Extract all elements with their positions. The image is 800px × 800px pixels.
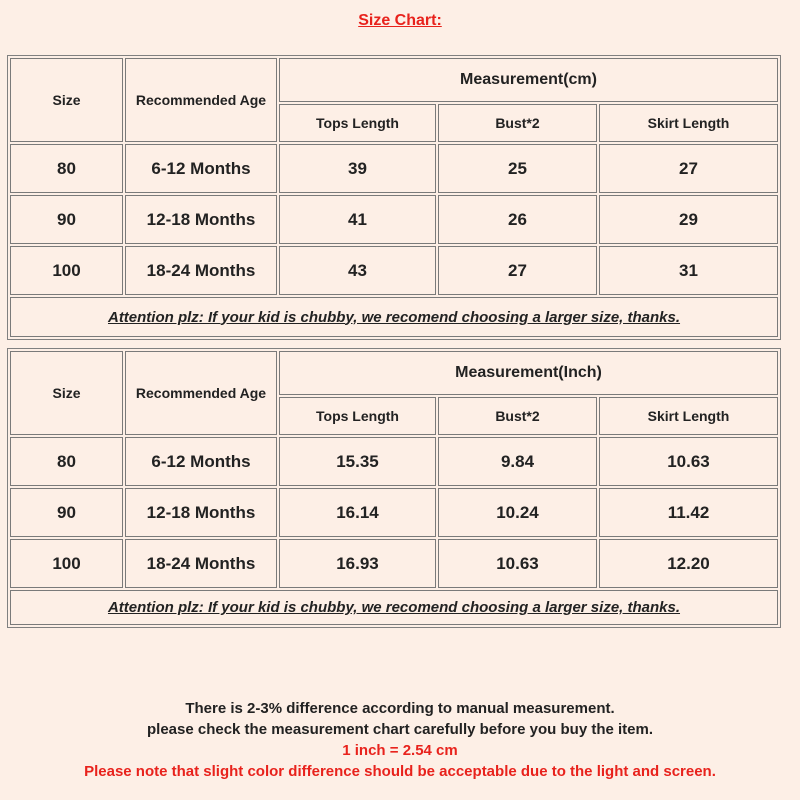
tops-cell: 43 <box>279 246 436 295</box>
size-cell: 90 <box>10 488 123 537</box>
size-cell: 100 <box>10 246 123 295</box>
bust-cell: 10.63 <box>438 539 597 588</box>
size-chart-cm-table <box>7 55 781 340</box>
age-cell: 18-24 Months <box>125 246 277 295</box>
size-cell: 80 <box>10 437 123 486</box>
color-difference-note: Please note that slight color difference should be acceptable due to the light and screen. <box>84 763 716 780</box>
size-cell: 90 <box>10 195 123 244</box>
table-row <box>10 437 778 486</box>
size-cell: 100 <box>10 539 123 588</box>
skirt-cell: 11.42 <box>599 488 778 537</box>
size-header: Size <box>10 351 123 435</box>
skirt-cell: 27 <box>599 144 778 193</box>
skirt-cell: 12.20 <box>599 539 778 588</box>
footer-notes <box>0 698 800 782</box>
skirt-cell: 31 <box>599 246 778 295</box>
measurement-inch-header: Measurement(Inch) <box>279 351 778 395</box>
tops-cell: 39 <box>279 144 436 193</box>
bust-cell: 9.84 <box>438 437 597 486</box>
bust-cell: 26 <box>438 195 597 244</box>
tops-cell: 15.35 <box>279 437 436 486</box>
bust-header: Bust*2 <box>438 397 597 435</box>
table-row <box>10 539 778 588</box>
age-header: Recommended Age <box>125 58 277 142</box>
table-row <box>10 488 778 537</box>
bust-cell: 10.24 <box>438 488 597 537</box>
age-cell: 6-12 Months <box>125 144 277 193</box>
page-title: Size Chart: <box>358 12 442 29</box>
attention-note: Attention plz: If your kid is chubby, we recomend choosing a larger size, thanks. <box>10 297 778 337</box>
attention-note: Attention plz: If your kid is chubby, we recomend choosing a larger size, thanks. <box>10 590 778 625</box>
age-header: Recommended Age <box>125 351 277 435</box>
bust-cell: 27 <box>438 246 597 295</box>
tops-cell: 16.93 <box>279 539 436 588</box>
tops-cell: 16.14 <box>279 488 436 537</box>
inch-conversion-note: 1 inch = 2.54 cm <box>342 742 458 759</box>
skirt-length-header: Skirt Length <box>599 397 778 435</box>
tops-length-header: Tops Length <box>279 397 436 435</box>
skirt-cell: 10.63 <box>599 437 778 486</box>
table-row <box>10 144 778 193</box>
size-cell: 80 <box>10 144 123 193</box>
bust-header: Bust*2 <box>438 104 597 142</box>
age-cell: 18-24 Months <box>125 539 277 588</box>
table-row <box>10 246 778 295</box>
measurement-difference-note: There is 2-3% difference according to manual measurement. <box>185 700 615 717</box>
skirt-length-header: Skirt Length <box>599 104 778 142</box>
tops-length-header: Tops Length <box>279 104 436 142</box>
check-chart-note: please check the measurement chart carefully before you buy the item. <box>146 721 653 738</box>
bust-cell: 25 <box>438 144 597 193</box>
tops-cell: 41 <box>279 195 436 244</box>
table-row <box>10 195 778 244</box>
size-chart-inch-table <box>7 348 781 628</box>
age-cell: 12-18 Months <box>125 195 277 244</box>
measurement-cm-header: Measurement(cm) <box>279 58 778 102</box>
age-cell: 12-18 Months <box>125 488 277 537</box>
size-header: Size <box>10 58 123 142</box>
age-cell: 6-12 Months <box>125 437 277 486</box>
skirt-cell: 29 <box>599 195 778 244</box>
